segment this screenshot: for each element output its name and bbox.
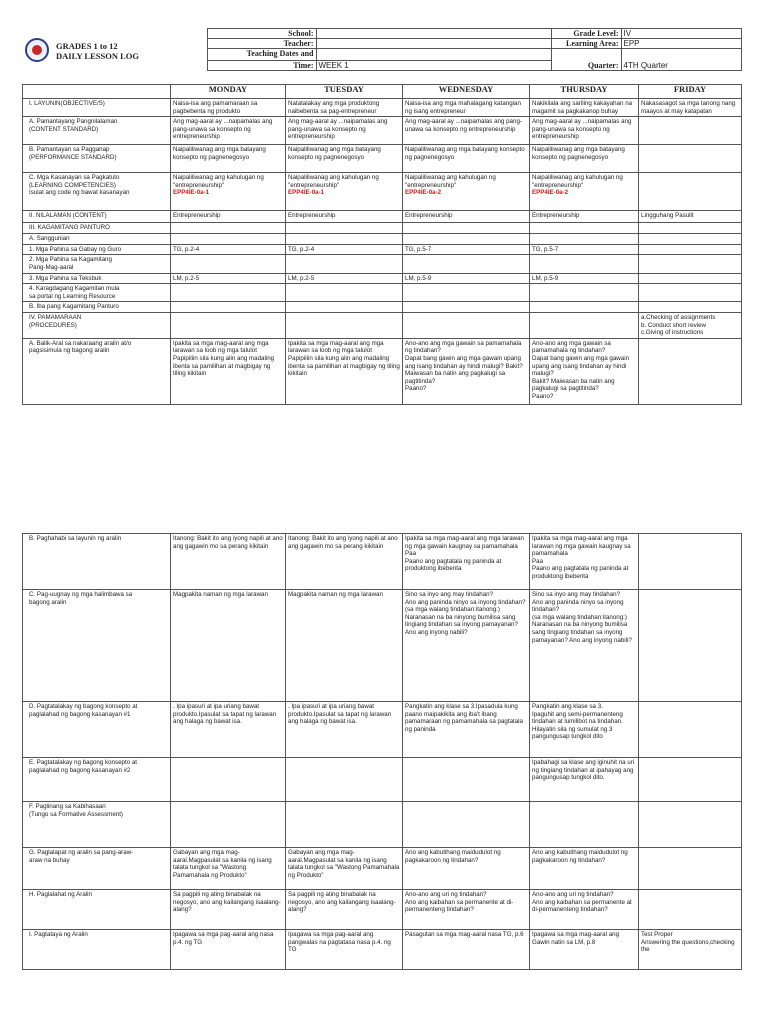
table-cell	[639, 302, 742, 313]
table-cell	[286, 590, 403, 702]
cell-text: Itanong: Bakit ito ang iyong napili at ano ang gagawin mo sa perang kikitain	[288, 535, 398, 550]
table-cell	[403, 534, 530, 590]
table-cell	[530, 802, 639, 848]
table-cell	[639, 590, 742, 702]
table-cell	[171, 590, 286, 702]
cell-text: Ipagawa sa mga pag-aaral ang pangwalas na pagtatasa nasa p.4. ng TG	[288, 931, 391, 954]
table-cell	[530, 338, 639, 404]
table-cell	[639, 930, 742, 970]
table-cell	[403, 273, 530, 284]
table-row	[23, 273, 742, 284]
table-cell	[403, 255, 530, 273]
cell-text: TG, p.5-7	[405, 245, 432, 253]
teacher-label: Teacher:	[207, 39, 316, 49]
table-cell	[403, 338, 530, 404]
table-cell	[530, 173, 639, 211]
table-cell	[403, 173, 530, 211]
table-row	[23, 255, 742, 273]
table-cell	[530, 702, 639, 758]
cell-text: Gabayan ang mga mag-aaral.Magpasulat sa kanila ng isang talata tungkol sa "Wastong Pamamahala ng Produkto"	[288, 849, 400, 879]
cell-text: Nakikilala ang sariling kakayahan na magamit sa pagkakanop buhay	[532, 100, 633, 115]
cell-text: Ipakita sa mga mag-aaral ang mga larawan sa loob ng mga talulot Papipiliin sila kung alin ang madaling ibenta sa pamilihan at magbigay ng tiling kikitain	[173, 339, 275, 378]
table-cell	[639, 284, 742, 302]
table-cell	[530, 302, 639, 313]
table-cell	[639, 758, 742, 802]
table-cell	[171, 234, 286, 245]
logo-title: GRADES 1 to 12 DAILY LESSON LOG	[56, 40, 139, 61]
table-cell	[286, 302, 403, 313]
cell-text: a.Checking of assignments b. Conduct short review c.Giving of instructions	[641, 313, 716, 337]
cell-text: Ipagawa sa mga mag-aaral ang Gawin natin sa LM, p.8	[532, 931, 620, 946]
cell-text: Ano-ano ang uri ng tindahan? Ano ang kaibahan sa permanente at di-permanenteng tindahan?	[532, 891, 632, 914]
table-cell	[403, 302, 530, 313]
row-label: G. Paglalapat ng aralin sa pang-araw- araw na buhay	[23, 848, 171, 890]
table-row	[23, 890, 742, 930]
table-cell	[530, 312, 639, 338]
table-cell	[530, 244, 639, 255]
day-header-row	[23, 85, 742, 99]
cell-text: Ang mag-aaral ay ...naipamalas ang pang-unawa sa konsepto ng entrepreneurship	[288, 118, 388, 141]
table-cell	[530, 534, 639, 590]
table-cell	[171, 312, 286, 338]
cell-text: Ano-ano ang mga gawain sa pamamahala ng tindahan? Dapat bang gawin ang mga gawain upang ang isang tindahan ay hindi malugi? Bakit? Maiwasan ba natin ang pagkalugi sa pagtitinda? Paano?	[532, 339, 630, 400]
table-cell	[171, 244, 286, 255]
cell-text: Magpakita naman ng mga larawan	[288, 591, 383, 598]
table-cell	[530, 890, 639, 930]
cell-text: . Ipa ipasuri at ipa uriang bawat produkto.Ipasulat sa tapat ng larawan ang halaga ng bawat isa.	[288, 703, 392, 726]
table-row	[23, 145, 742, 173]
table-cell	[286, 273, 403, 284]
cell-text: Ipakita sa mga mag-aaral ang mga larawan ng mga gawain kaugnay sa pamamahala Paa Paano ang pagtatala ng paninda at produktong ibebenta	[532, 535, 631, 580]
cell-text: TG, p.2-4	[288, 245, 315, 253]
grade-level-value: IV	[621, 29, 741, 39]
table-cell	[403, 145, 530, 173]
table-row	[23, 702, 742, 758]
cell-text: Ipakita sa mga mag-aaral ang mga larawan ng mga gawain kaugnay sa pamamahala Paa Paano ang pagtatala ng paninda at produktong ibebenta	[405, 535, 525, 573]
cell-text: LM, p.2-5	[173, 274, 200, 282]
time-value: WEEK 1	[316, 61, 551, 71]
row-label: F. Paglinang sa Kabihasaan (Tungo sa Formative Assessment)	[23, 802, 171, 848]
day-header-thursday: THURSDAY	[530, 85, 639, 99]
table-cell	[286, 117, 403, 145]
row-label: H. Paglalahat ng Aralin	[23, 890, 171, 930]
row-label: 3. Mga Pahina sa Teksbuk	[23, 273, 171, 284]
table-cell	[286, 211, 403, 223]
table-cell	[286, 338, 403, 404]
table-cell	[530, 590, 639, 702]
table-cell	[286, 930, 403, 970]
table-cell	[286, 758, 403, 802]
cell-text: Itanong: Bakit ito ang iyong napili at ano ang gagawin mo sa perang kikitain	[173, 535, 283, 550]
cell-text: Nakasasagot sa mga tanong nang maayos at may katapatan	[641, 100, 736, 115]
cell-text: Magpakita naman ng mga larawan	[173, 591, 268, 598]
table-cell	[403, 117, 530, 145]
table-cell	[639, 534, 742, 590]
table-cell	[286, 255, 403, 273]
cell-text: Entrepreneurship	[532, 212, 580, 220]
table-cell	[286, 173, 403, 211]
cell-text: Naipaliliwanag ang mga batayang konsepto ng pagnenegosyo	[405, 146, 525, 161]
row-label: 4. Karagdagang Kagamitan mula sa portal ng Learning Resource	[23, 284, 171, 302]
table-cell	[171, 802, 286, 848]
table-cell	[171, 273, 286, 284]
cell-text: . Ipa ipasuri at ipa uriang bawat produkto.Ipasulat sa tapat ng larawan ang halaga ng bawat isa.	[173, 703, 277, 726]
table-cell	[639, 244, 742, 255]
table-cell	[403, 590, 530, 702]
row-label: II. NILALAMAN (CONTENT)	[23, 211, 171, 223]
table-cell	[403, 284, 530, 302]
table-cell	[403, 702, 530, 758]
teaching-dates-value	[316, 49, 551, 61]
cell-text: Naipaliliwanag ang mga batayang konsepto ng pagnenegosyo	[532, 146, 625, 161]
table-cell	[639, 223, 742, 234]
cell-text: Pangkatin ang klase sa 3. Ipaguhit ang semi-permanenteng tindahan at lumilibot na tindahan. Hilayatin sila ng sumulat ng 3 pangungusap tungkol dito	[532, 703, 623, 741]
table-cell	[286, 99, 403, 117]
table-cell	[403, 223, 530, 234]
cell-text: Entrepreneurship	[173, 212, 221, 220]
table-row	[23, 534, 742, 590]
cell-text: Natatalakay ang mga produktong naibebenta sa pag-entrepreneur	[288, 100, 380, 115]
table-cell	[171, 930, 286, 970]
table-cell	[639, 848, 742, 890]
cell-text: Naipaliliwanag ang kahulugan ng "entrepreneurship"	[288, 174, 379, 189]
table-cell	[171, 211, 286, 223]
row-label: I. Pagtataya ng Aralin	[23, 930, 171, 970]
corner-cell	[23, 85, 171, 99]
table-cell	[639, 338, 742, 404]
cell-text: Naipaliliwanag ang mga batayang konsepto ng pagnenegosyo	[173, 146, 266, 161]
table-cell	[530, 99, 639, 117]
table-cell	[530, 211, 639, 223]
row-label: A. Sanggunian	[23, 234, 171, 245]
table-cell	[171, 99, 286, 117]
cell-text: Lingguhang Pasulit	[641, 212, 694, 220]
table-cell	[530, 273, 639, 284]
table-cell	[530, 117, 639, 145]
table-cell	[286, 234, 403, 245]
table-cell	[171, 848, 286, 890]
cell-text: Sa pagpili ng ating binabalak na negosyo, ano ang kailangang isaalang-alang?	[288, 891, 396, 914]
cell-text: Ano ang kabutihang maidudulot ng pagkakaroon ng tindahan?	[405, 849, 501, 864]
row-label: E. Pagtatalakay ng bagong konsepto at paglalahad ng bagong kasanayan #2	[23, 758, 171, 802]
cell-text: LM, p.5-9	[405, 274, 432, 282]
table-cell	[286, 890, 403, 930]
day-header-tuesday: TUESDAY	[286, 85, 403, 99]
table-cell	[171, 534, 286, 590]
grade-level-label: Grade Level:	[551, 29, 621, 39]
row-label: B. Pamantayan sa Pagganap (PERFORMANCE STANDARD)	[23, 145, 171, 173]
competency-code: EPP4IE-0a-1	[288, 189, 325, 197]
table-cell	[403, 99, 530, 117]
table-row	[23, 312, 742, 338]
cell-text: Sino sa inyo ang may tindahan? Ano ang paninda ninyo sa inyong tindahan? (sa mga walang tindahan:itanong:) Naranasan na ba ninyong bumilisa sang tingiang tindahan sa inyong pamayanan? Ano ang inyong nabili?	[532, 591, 632, 644]
cell-text: Ang mag-aaral ay ...naipamalas ang pang-unawa sa konsepto ng entrepreneurship	[532, 118, 632, 141]
table-cell	[639, 802, 742, 848]
table-cell	[639, 255, 742, 273]
row-label: I. LAYUNIN(OBJECTIVE/S)	[23, 99, 171, 117]
table-cell	[171, 702, 286, 758]
row-label: IV. PAMAMARAAN (PROCEDURES)	[23, 312, 171, 338]
table-cell	[286, 244, 403, 255]
table-cell	[171, 117, 286, 145]
row-label: A. Pamantayang Pangnilalaman (CONTENT STANDARD)	[23, 117, 171, 145]
table-cell	[530, 848, 639, 890]
table-row	[23, 848, 742, 890]
logo-cell	[22, 29, 207, 71]
cell-text: Naipaliliwanag ang mga batayang konsepto ng pagnenegosyo	[288, 146, 381, 161]
table-cell	[403, 890, 530, 930]
cell-text: Ipagawa sa mga pag-aaral ang nasa p.4. ng TG	[173, 931, 274, 946]
table-cell	[171, 223, 286, 234]
cell-text: Ano-ano ang mga gawain sa pamamahala ng tindahan? Dapat bang gawin ang mga gawain upang ang isang tindahan ay hindi malugi? Bakit? Maiwasan ba natin ang pagkalugi sa pagtitinda? Paano?	[405, 339, 523, 393]
table-cell	[639, 99, 742, 117]
table-cell	[639, 702, 742, 758]
cell-text: Pasagutan sa mga mag-aaral nasa TG, p.6	[405, 931, 524, 938]
cell-text: Ipakita sa mga mag-aaral ang mga larawan sa loob ng mga talulot Papipiliin sila kung alin ang madaling ibenta sa pamilihan at magbigay ng tiling kikitain	[288, 339, 400, 378]
competency-code: EPP4IE-0a-2	[532, 189, 569, 197]
deped-seal-icon	[25, 38, 49, 62]
row-label: D. Pagtatalakay ng bagong konsepto at paglalahad ng bagong kasanayan #1	[23, 702, 171, 758]
table-cell	[171, 145, 286, 173]
table-cell	[403, 848, 530, 890]
table-cell	[286, 284, 403, 302]
table-cell	[530, 255, 639, 273]
table-cell	[403, 758, 530, 802]
cell-text: Entrepreneurship	[288, 212, 336, 220]
teaching-dates-label: Teaching Dates and	[207, 49, 316, 61]
cell-text: Ang mag-aaral ay ...naipamalas ang pang-unawa sa konsepto ng entrepreneurship	[173, 118, 273, 141]
table-cell	[403, 211, 530, 223]
cell-text: Test Proper Answering the questions,checking the	[641, 931, 735, 954]
table-row	[23, 758, 742, 802]
row-label: 1. Mga Pahina sa Gabay ng Guro	[23, 244, 171, 255]
cell-text: Naisa-isa ang mga mahalagang katangian ng isang entrepreneur	[405, 100, 521, 115]
table-row	[23, 117, 742, 145]
row-label: A. Balik-Aral sa nakaraang aralin at/o pagsisimula ng bagong aralin	[23, 338, 171, 404]
quarter-value: 4TH Quarter	[621, 49, 741, 71]
row-label: III. KAGAMITANG PANTURO	[23, 223, 171, 234]
cell-text: Naipaliliwanag ang kahulugan ng "entrepreneurship"	[173, 174, 264, 189]
cell-text: Ano-ano ang uri ng tindahan? Ano ang kaibahan sa permanente at di-permanenteng tindahan?	[405, 891, 514, 914]
table-cell	[286, 848, 403, 890]
learning-area-value: EPP	[621, 39, 741, 49]
row-label: C. Mga Kasanayan sa Pagkatuto (LEARNING COMPETENCIES) Isulat ang code ng bawat kasanayan	[23, 173, 171, 211]
table-cell	[171, 302, 286, 313]
header-table	[22, 28, 742, 71]
table-cell	[639, 234, 742, 245]
table-cell	[530, 758, 639, 802]
row-label: C. Pag-uugnay ng mga halimbawa sa bagong aralin	[23, 590, 171, 702]
row-label: 2. Mga Pahina sa Kagamitang Pang-Mag-aaral	[23, 255, 171, 273]
table-cell	[286, 702, 403, 758]
table-cell	[403, 234, 530, 245]
cell-text: Gabayan ang mga mag-aaral.Magpasulat sa kanila ng isang talata tungkol sa "Wastong Pamamahala ng Produkto"	[173, 849, 272, 879]
learning-area-label: Learning Area:	[551, 39, 621, 49]
cell-text: Ang mag-aaral ay ...naipamalas ang pang-unawa sa konsepto ng entrepreneurship	[405, 118, 522, 133]
cell-text: Ipabahagi sa klase ang iginuhit na uri ng tingiang tindahan at ipahayag ang pangungusap tungkol dito.	[532, 759, 635, 782]
table-cell	[171, 758, 286, 802]
teacher-value	[316, 39, 551, 49]
table-cell	[286, 802, 403, 848]
day-header-friday: FRIDAY	[639, 85, 742, 99]
cell-text: Naipaliliwanag ang kahulugan ng "entrepreneurship"	[532, 174, 623, 189]
table-cell	[171, 173, 286, 211]
table-cell	[530, 223, 639, 234]
table-cell	[639, 211, 742, 223]
cell-text: LM, p.2-5	[288, 274, 315, 282]
school-label: School:	[207, 29, 316, 39]
cell-text: Pangkatin ang klase sa 3.Ipasadula kung paano maipakikita ang iba't ibang pamamaraan ng pamamahala sa pagtatala ng paninda	[405, 703, 523, 733]
table-row	[23, 930, 742, 970]
table-cell	[639, 145, 742, 173]
row-label: B. Iba pang Kagamitang Panturo	[23, 302, 171, 313]
cell-text: Sa pagpili ng ating binabalak na negosyo, ano ang kailangang isaalang-alang?	[173, 891, 281, 914]
table-cell	[286, 223, 403, 234]
table-row	[23, 590, 742, 702]
table-cell	[286, 145, 403, 173]
table-cell	[530, 284, 639, 302]
table-row	[23, 802, 742, 848]
school-value	[316, 29, 551, 39]
table-cell	[639, 117, 742, 145]
table-cell	[171, 338, 286, 404]
day-header-monday: MONDAY	[171, 85, 286, 99]
table-row	[23, 223, 742, 234]
cell-text: TG, p.5-7	[532, 245, 559, 253]
table-row	[23, 99, 742, 117]
table-row	[23, 234, 742, 245]
lesson-table-part-1	[22, 84, 742, 405]
table-cell	[639, 173, 742, 211]
table-cell	[403, 312, 530, 338]
table-cell	[403, 244, 530, 255]
table-cell	[639, 273, 742, 284]
table-row	[23, 173, 742, 211]
table-cell	[530, 930, 639, 970]
table-cell	[286, 534, 403, 590]
table-cell	[639, 312, 742, 338]
cell-text: Entrepreneurship	[405, 212, 453, 220]
row-label: B. Paghahabi sa layunin ng aralin	[23, 534, 171, 590]
competency-code: EPP4IE-0a-1	[173, 189, 210, 197]
competency-code: EPP4IE-0a-2	[405, 189, 442, 197]
table-row	[23, 284, 742, 302]
table-cell	[171, 284, 286, 302]
table-row	[23, 338, 742, 404]
cell-text: LM, p.5-9	[532, 274, 559, 282]
cell-text: Naipaliliwanag ang kahulugan ng "entrepreneurship"	[405, 174, 496, 189]
table-cell	[171, 255, 286, 273]
table-row	[23, 302, 742, 313]
table-cell	[403, 930, 530, 970]
table-cell	[403, 802, 530, 848]
day-header-wednesday: WEDNESDAY	[403, 85, 530, 99]
time-label: Time:	[207, 61, 316, 71]
lesson-table-part-2	[22, 533, 742, 970]
table-cell	[530, 145, 639, 173]
cell-text: Naisa-isa ang pamamaraan sa pagbebenta ng produkto	[173, 100, 258, 115]
table-cell	[530, 234, 639, 245]
cell-text: Ano ang kabutihang maidudulot ng pagkakaroon ng tindahan?	[532, 849, 628, 864]
cell-text: Sino sa inyo ang may tindahan? Ano ang paninda ninyo sa inyong tindahan? (sa mga walang tindahan:itanong:) Naranasan na ba ninyong bumilisa sang tingiang tindahan sa inyong pamayanan? Ano ang inyong nabili?	[405, 591, 526, 636]
table-cell	[639, 890, 742, 930]
table-cell	[171, 890, 286, 930]
table-row	[23, 244, 742, 255]
table-cell	[286, 312, 403, 338]
table-row	[23, 211, 742, 223]
cell-text: TG, p.2-4	[173, 245, 200, 253]
quarter-label: Quarter:	[551, 49, 621, 71]
